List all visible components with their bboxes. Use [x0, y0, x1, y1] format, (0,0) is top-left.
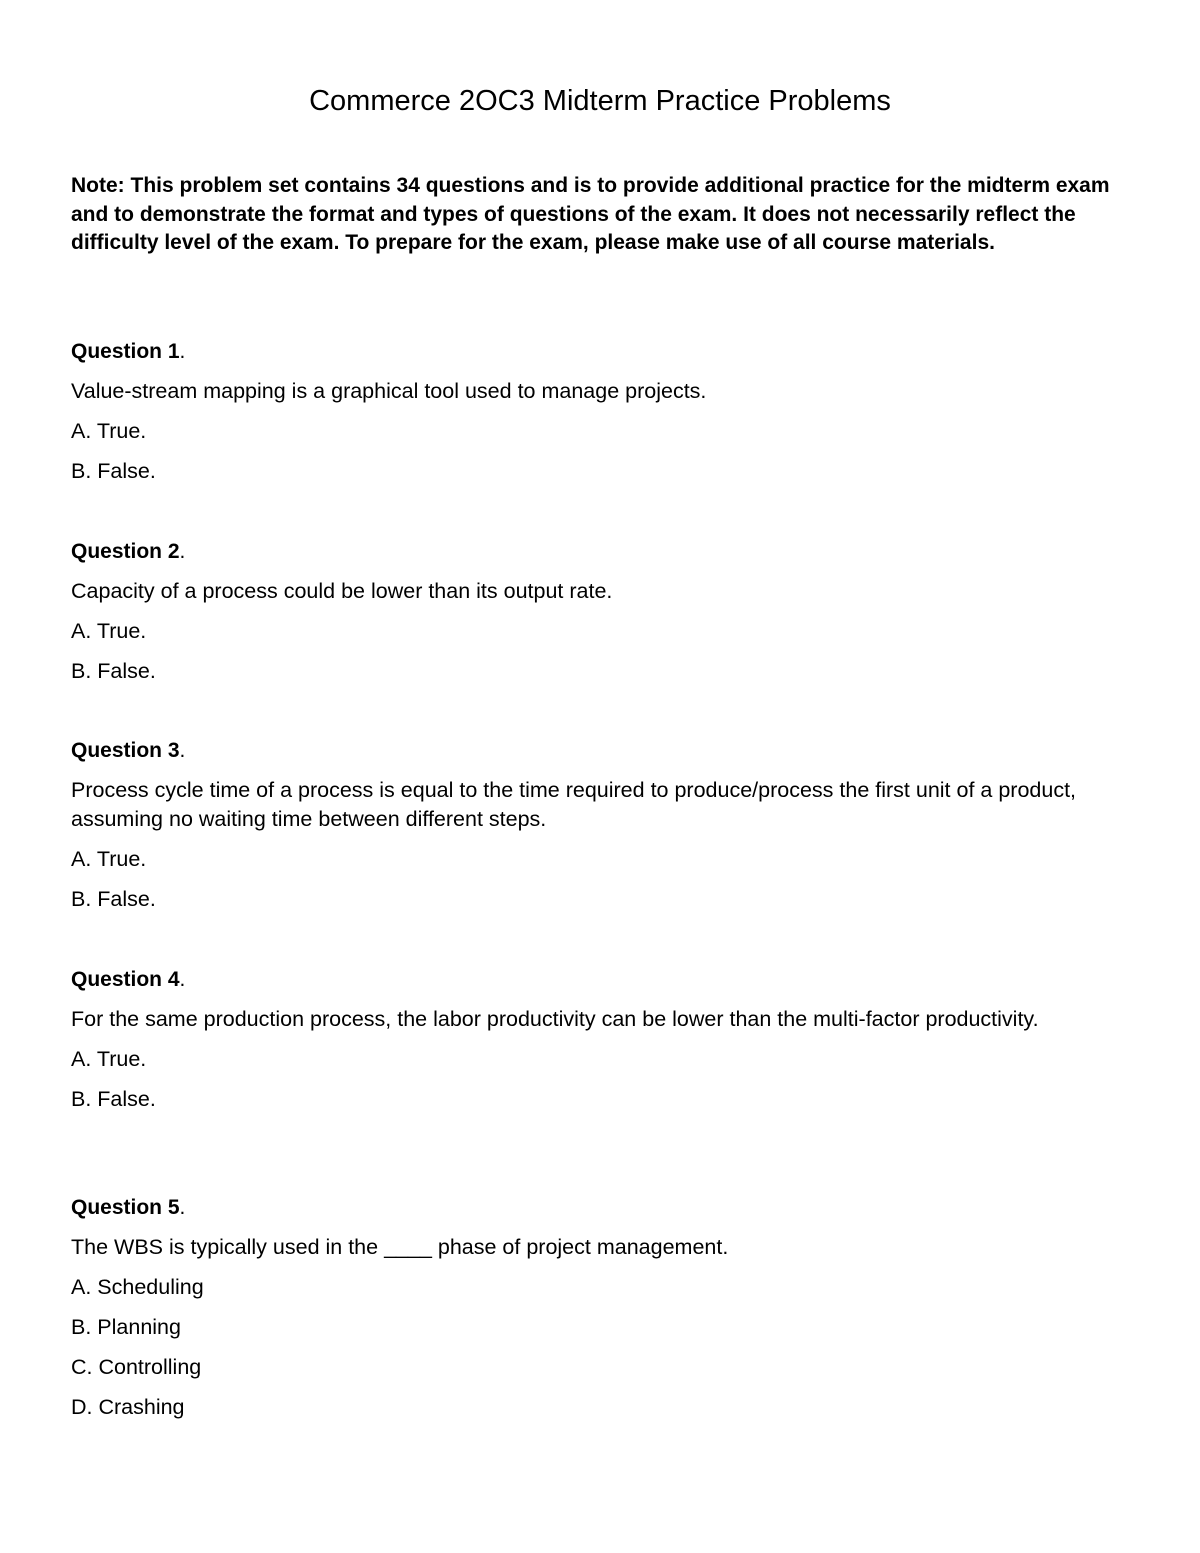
- answer-options: [71, 417, 1141, 486]
- question-5: [71, 1194, 1141, 1433]
- question-label: Question 4.: [71, 968, 186, 991]
- document-title: Commerce 2OC3 Midterm Practice Problems: [309, 85, 891, 117]
- answer-option-d: D. Crashing: [71, 1395, 185, 1419]
- question-label: Question 3.: [71, 739, 186, 762]
- answer-option-b: B. False.: [71, 459, 156, 483]
- question-number: Question 2: [71, 540, 180, 563]
- question-label: Question 5.: [71, 1196, 186, 1219]
- answer-option-c: C. Controlling: [71, 1355, 202, 1379]
- question-text: The WBS is typically used in the ____ phase of project management.: [71, 1235, 729, 1259]
- question-text: Process cycle time of a process is equal to the time required to produce/process the first unit of a product, assuming no waiting time between different steps.: [71, 778, 1077, 831]
- answer-option-a: A. True.: [71, 1047, 147, 1071]
- answer-option-a: A. True.: [71, 419, 147, 443]
- question-number: Question 1: [71, 340, 180, 363]
- answer-options: [71, 845, 1141, 914]
- question-number: Question 3: [71, 739, 180, 762]
- answer-options: [71, 617, 1141, 686]
- answer-options: [71, 1273, 1141, 1422]
- question-3: [71, 737, 1141, 925]
- question-number: Question 4: [71, 968, 180, 991]
- answer-option-b: B. False.: [71, 1087, 156, 1111]
- answer-option-a: A. True.: [71, 619, 147, 643]
- question-text: For the same production process, the labor productivity can be lower than the multi-factor productivity.: [71, 1007, 1039, 1031]
- answer-option-a: A. True.: [71, 847, 147, 871]
- instructions-note: Note: This problem set contains 34 questions and is to provide additional practice for the midterm exam and to demonstrate the format and types of questions of the exam. It does not necessarily reflect the difficulty level of the exam. To prepare for the exam, please make use of all course materials.: [71, 174, 1110, 254]
- answer-option-b: B. Planning: [71, 1315, 181, 1339]
- question-text: Capacity of a process could be lower than its output rate.: [71, 579, 613, 603]
- answer-option-b: B. False.: [71, 887, 156, 911]
- answer-option-a: A. Scheduling: [71, 1275, 204, 1299]
- answer-options: [71, 1045, 1141, 1114]
- question-text: Value-stream mapping is a graphical tool used to manage projects.: [71, 379, 707, 403]
- question-2: [71, 538, 1141, 697]
- answer-option-b: B. False.: [71, 659, 156, 683]
- question-4: [71, 966, 1141, 1125]
- question-number: Question 5: [71, 1196, 180, 1219]
- question-label: Question 2.: [71, 540, 186, 563]
- question-1: [71, 338, 1141, 497]
- question-label: Question 1.: [71, 340, 186, 363]
